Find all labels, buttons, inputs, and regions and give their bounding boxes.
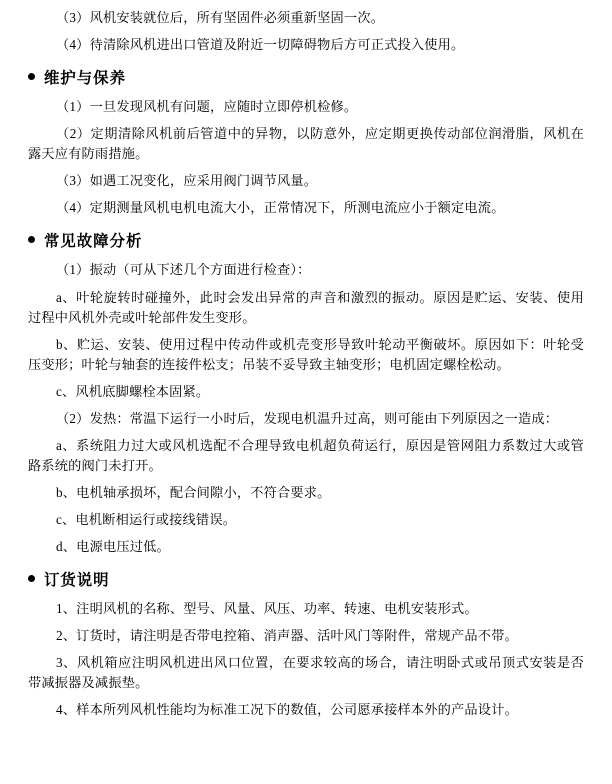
paragraph: b、贮运、安装、使用过程中传动件或机壳变形导致叶轮动平衡破坏。原因如下：叶轮受压变形；叶轮与轴套的连接件松支；吊装不妥导致主轴变形；电机固定螺栓松动。	[28, 336, 584, 372]
section-body-fault-analysis	[28, 260, 584, 557]
paragraph: （2）发热：常温下运行一小时后，发现电机温升过高，则可能由下列原因之一造成：	[56, 410, 559, 426]
section-heading-maintenance	[28, 66, 584, 88]
paragraph: 3、风机箱应注明风机进出风口位置，在要求较高的场合，请注明卧式或吊顶式安装是否带减振器及减振垫。	[28, 655, 584, 691]
paragraph: （2）定期清除风机前后管道中的异物，以防意外，应定期更换传动部位润滑脂，风机在露天应有防雨措施。	[28, 126, 584, 162]
paragraph: a、叶轮旋转时碰撞外，此时会发出异常的声音和激烈的振动。原因是贮运、安装、使用过程中风机外壳或叶轮部件发生变形。	[28, 289, 584, 325]
paragraph: b、电机轴承损坏，配合间隙小，不符合要求。	[56, 485, 331, 500]
section-title: 维护与保养	[44, 69, 126, 88]
section-heading-fault-analysis	[28, 229, 584, 251]
paragraph: （3）风机安装就位后，所有坚固件必须重新坚固一次。	[56, 10, 385, 25]
paragraph: 1、注明风机的名称、型号、风量、风压、功率、转速、电机安装形式。	[56, 601, 478, 617]
paragraph: d、电源电压过低。	[56, 539, 170, 555]
paragraph: （3）如遇工况变化，应采用阀门调节风量。	[56, 173, 318, 189]
paragraph: 4、样本所列风机性能均为标准工况下的数值，公司愿承接样本外的产品设计。	[56, 702, 518, 718]
bullet-icon	[28, 575, 35, 582]
top-paragraph-block	[28, 8, 584, 55]
paragraph: （4）定期测量风机电机电流大小，正常情况下，所测电流应小于额定电流。	[56, 200, 505, 216]
section-body-order-notes	[28, 599, 584, 720]
section-body-maintenance	[28, 97, 584, 218]
paragraph: （4）待清除风机进出口管道及附近一切障碍物后方可正式投入使用。	[56, 37, 465, 53]
bullet-icon	[28, 73, 35, 80]
paragraph: （1）一旦发现风机有问题，应随时立即停机检修。	[56, 99, 358, 115]
paragraph: c、风机底脚螺栓本固紧。	[56, 383, 210, 399]
paragraph: a、系统阻力过大或风机选配不合理导致电机超负荷运行，原因是管网阻力系数过大或管路系统的阀门未打开。	[28, 437, 584, 473]
paragraph: 2、订货时，请注明是否带电控箱、消声器、活叶风门等附件，常规产品不带。	[56, 628, 518, 644]
section-title: 常见故障分析	[44, 232, 143, 251]
section-title: 订货说明	[44, 571, 110, 590]
bullet-icon	[28, 236, 35, 243]
paragraph: （1）振动（可从下述几个方面进行检查）：	[56, 262, 311, 278]
paragraph: c、电机断相运行或接线错误。	[56, 512, 237, 528]
section-heading-order-notes	[28, 568, 584, 590]
